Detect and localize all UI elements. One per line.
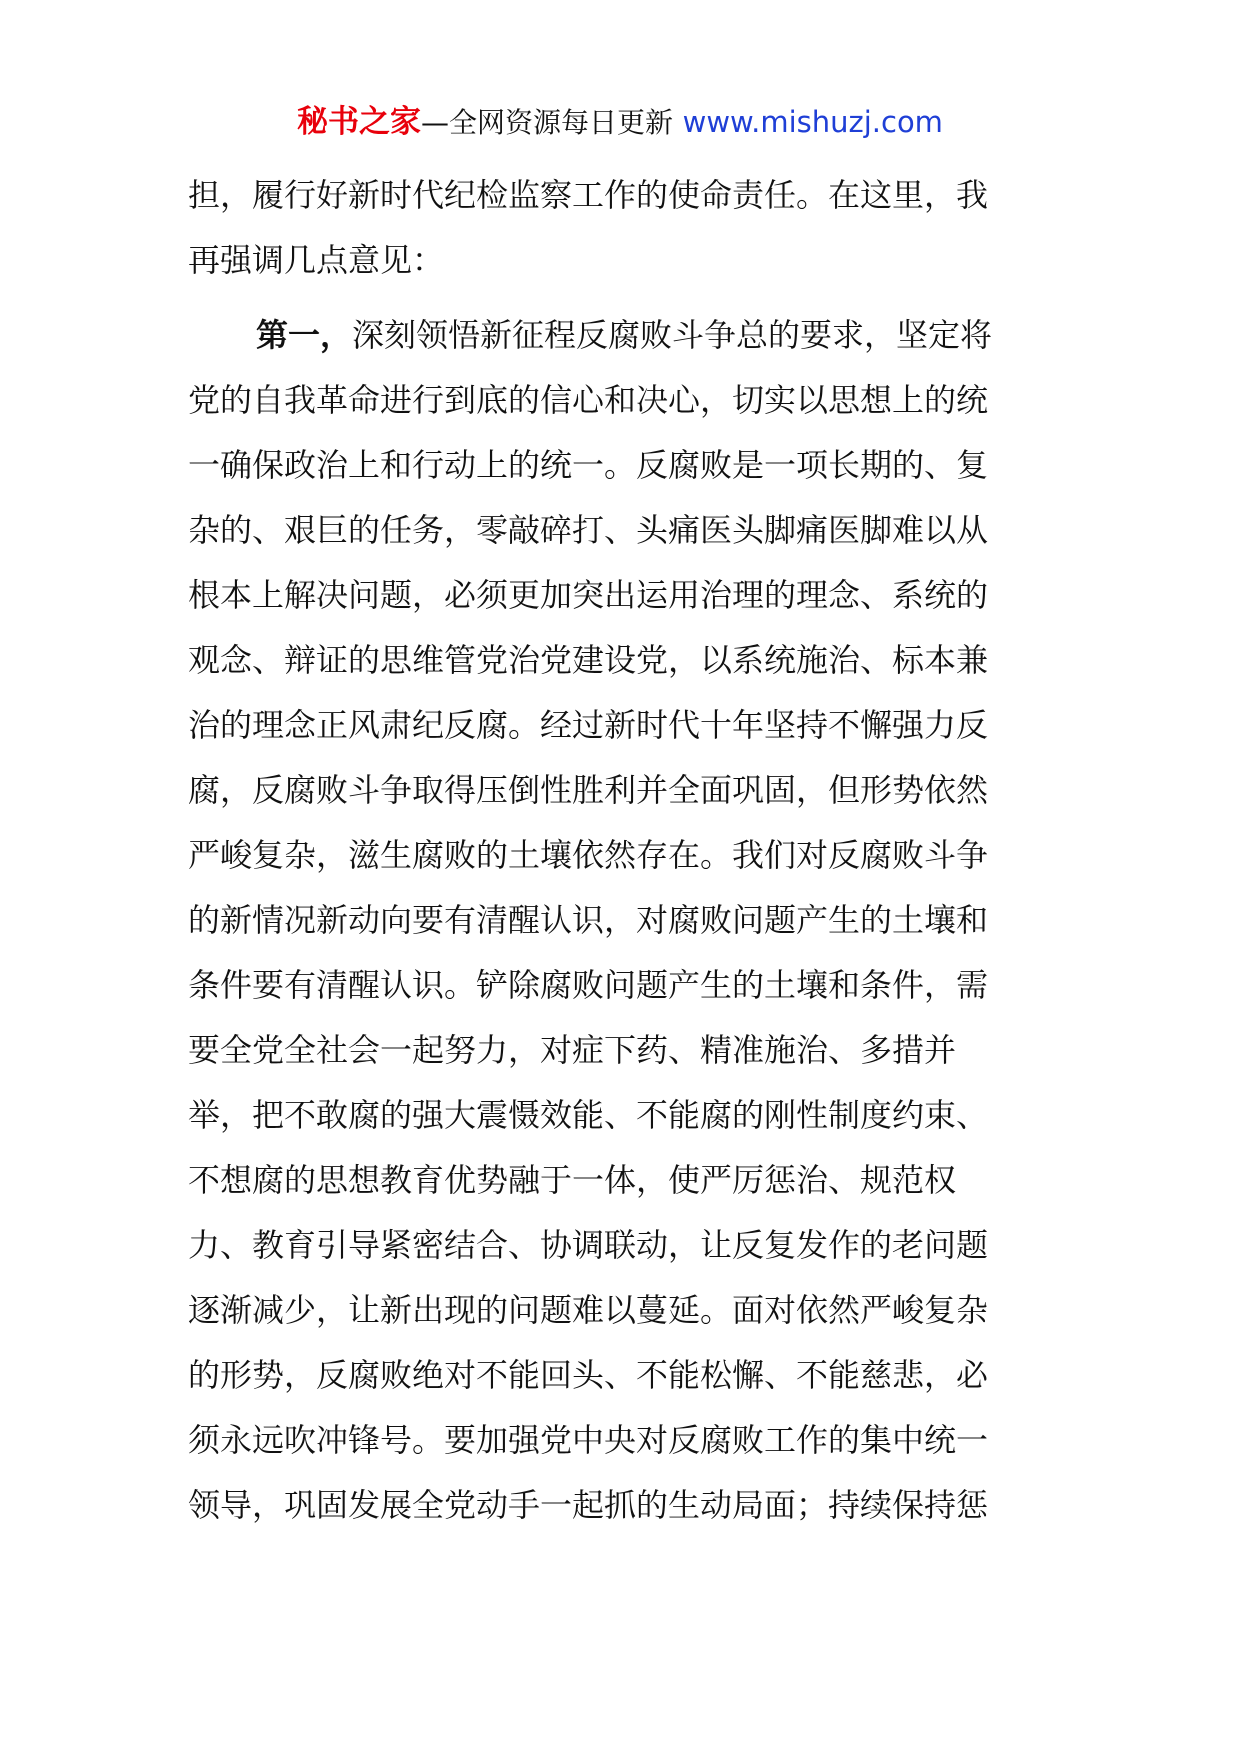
paragraph-lead: 第一， [256,316,353,354]
paragraph-2 [188,303,1058,1538]
text-line: 腐，反腐败斗争取得压倒性胜利并全面巩固，但形势依然 [188,771,989,809]
text-line: 条件要有清醒认识。铲除腐败问题产生的土壤和条件，需 [188,966,989,1004]
text-line: 不想腐的思想教育优势融于一体，使严厉惩治、规范权 [188,1161,957,1199]
text-line: 杂的、艰巨的任务，零敲碎打、头痛医头脚痛医脚难以从 [188,511,989,549]
text-line: 再强调几点意见： [188,241,445,279]
text-line: 根本上解决问题，必须更加突出运用治理的理念、系统的 [188,576,989,614]
text-line: 要全党全社会一起努力，对症下药、精准施治、多措并 [188,1031,957,1069]
text-line-first [188,303,1058,368]
text-line-rest: 深刻领悟新征程反腐败斗争总的要求，坚定将 [352,316,993,354]
text-line: 严峻复杂，滋生腐败的土壤依然存在。我们对反腐败斗争 [188,836,989,874]
text-line: 须永远吹冲锋号。要加强党中央对反腐败工作的集中统一 [188,1421,989,1459]
text-line: 逐渐减少，让新出现的问题难以蔓延。面对依然严峻复杂 [188,1291,989,1329]
site-url-link[interactable]: www.mishuzj.com [682,105,943,139]
document-body [188,163,1058,1538]
text-line: 一确保政治上和行动上的统一。反腐败是一项长期的、复 [188,446,989,484]
text-line: 治的理念正风肃纪反腐。经过新时代十年坚持不懈强力反 [188,706,989,744]
text-line: 力、教育引导紧密结合、协调联动，让反复发作的老问题 [188,1226,989,1264]
text-line: 的形势，反腐败绝对不能回头、不能松懈、不能慈悲，必 [188,1356,989,1394]
site-tagline: —全网资源每日更新 [421,106,674,139]
text-line: 党的自我革命进行到底的信心和决心，切实以思想上的统 [188,381,989,419]
text-line: 的新情况新动向要有清醒认识，对腐败问题产生的土壤和 [188,901,989,939]
text-line: 观念、辩证的思维管党治党建设党，以系统施治、标本兼 [188,641,989,679]
site-brand: 秘书之家 [297,104,422,140]
paragraph-1 [188,163,1058,293]
site-header [0,100,1240,145]
text-line: 领导，巩固发展全党动手一起抓的生动局面；持续保持惩 [188,1486,989,1524]
text-line: 担，履行好新时代纪检监察工作的使命责任。在这里，我 [188,176,989,214]
text-line: 举，把不敢腐的强大震慑效能、不能腐的刚性制度约束、 [188,1096,989,1134]
